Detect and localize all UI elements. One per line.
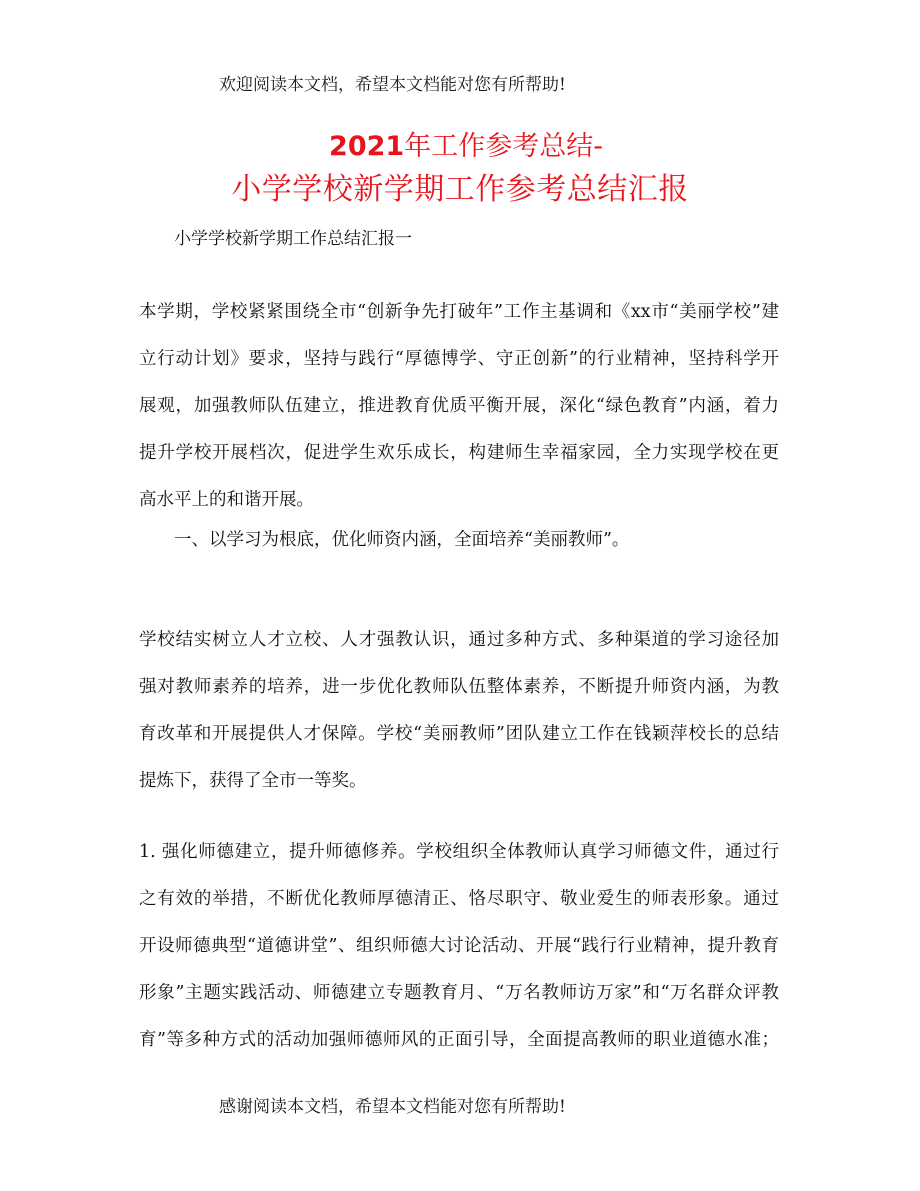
paragraph-line: 本学期，学校紧紧围绕全市“创新争先打破年”工作主基调和《xx市“美丽学校”建 [139, 302, 779, 322]
title-line1-text: 年工作参考总结- [404, 131, 603, 162]
header-note: 欢迎阅读本文档，希望本文档能对您有所帮助! [219, 75, 566, 95]
paragraph-line: 形象”主题实践活动、师德建立专题教育月、“万名教师访万家”和“万名群众评教 [139, 983, 779, 1003]
section1-heading: 一、以学习为根底，优化师资内涵，全面培养“美丽教师”。 [174, 530, 630, 550]
document-title-line2: 小学学校新学期工作参考总结汇报 [231, 172, 689, 207]
paragraph-line: 学校结实树立人才立校、人才强教认识，通过多种方式、多种渠道的学习途径加 [139, 630, 779, 650]
intro-paragraph [139, 289, 779, 524]
title-year: 2021 [329, 131, 405, 162]
paragraph-line: 1. 强化师德建立，提升师德修养。学校组织全体教师认真学习师德文件，通过行 [139, 842, 779, 862]
paragraph-line: 展观，加强教师队伍建立，推进教育优质平衡开展，深化“绿色教育”内涵，着力 [139, 396, 779, 416]
paragraph-line: 开设师德典型“道德讲堂”、组织师德大讨论活动、开展“践行行业精神，提升教育 [139, 936, 779, 956]
paragraph-line: 提升学校开展档次，促进学生欢乐成长，构建师生幸福家园，全力实现学校在更 [139, 443, 779, 463]
paragraph-line: 育”等多种方式的活动加强师德师风的正面引导，全面提高教师的职业道德水准； [139, 1030, 779, 1050]
section1-body-paragraph [139, 617, 779, 805]
paragraph-line: 高水平上的和谐开展。 [139, 490, 314, 510]
footer-note: 感谢阅读本文档，希望本文档能对您有所帮助! [219, 1097, 566, 1117]
section-subtitle: 小学学校新学期工作总结汇报一 [174, 229, 412, 249]
paragraph-line: 之有效的举措，不断优化教师厚德清正、恪尽职守、敬业爱生的师表形象。通过 [139, 889, 779, 909]
item1-paragraph [139, 829, 779, 1064]
paragraph-line: 育改革和开展提供人才保障。学校“美丽教师”团队建立工作在钱颖萍校长的总结 [139, 724, 779, 744]
paragraph-line: 立行动计划》要求，坚持与践行“厚德博学、守正创新”的行业精神，坚持科学开 [139, 349, 779, 369]
paragraph-line: 强对教师素养的培养，进一步优化教师队伍整体素养，不断提升师资内涵，为教 [139, 677, 779, 697]
paragraph-line: 提炼下，获得了全市一等奖。 [139, 771, 367, 791]
document-title-line1 [0, 124, 920, 163]
